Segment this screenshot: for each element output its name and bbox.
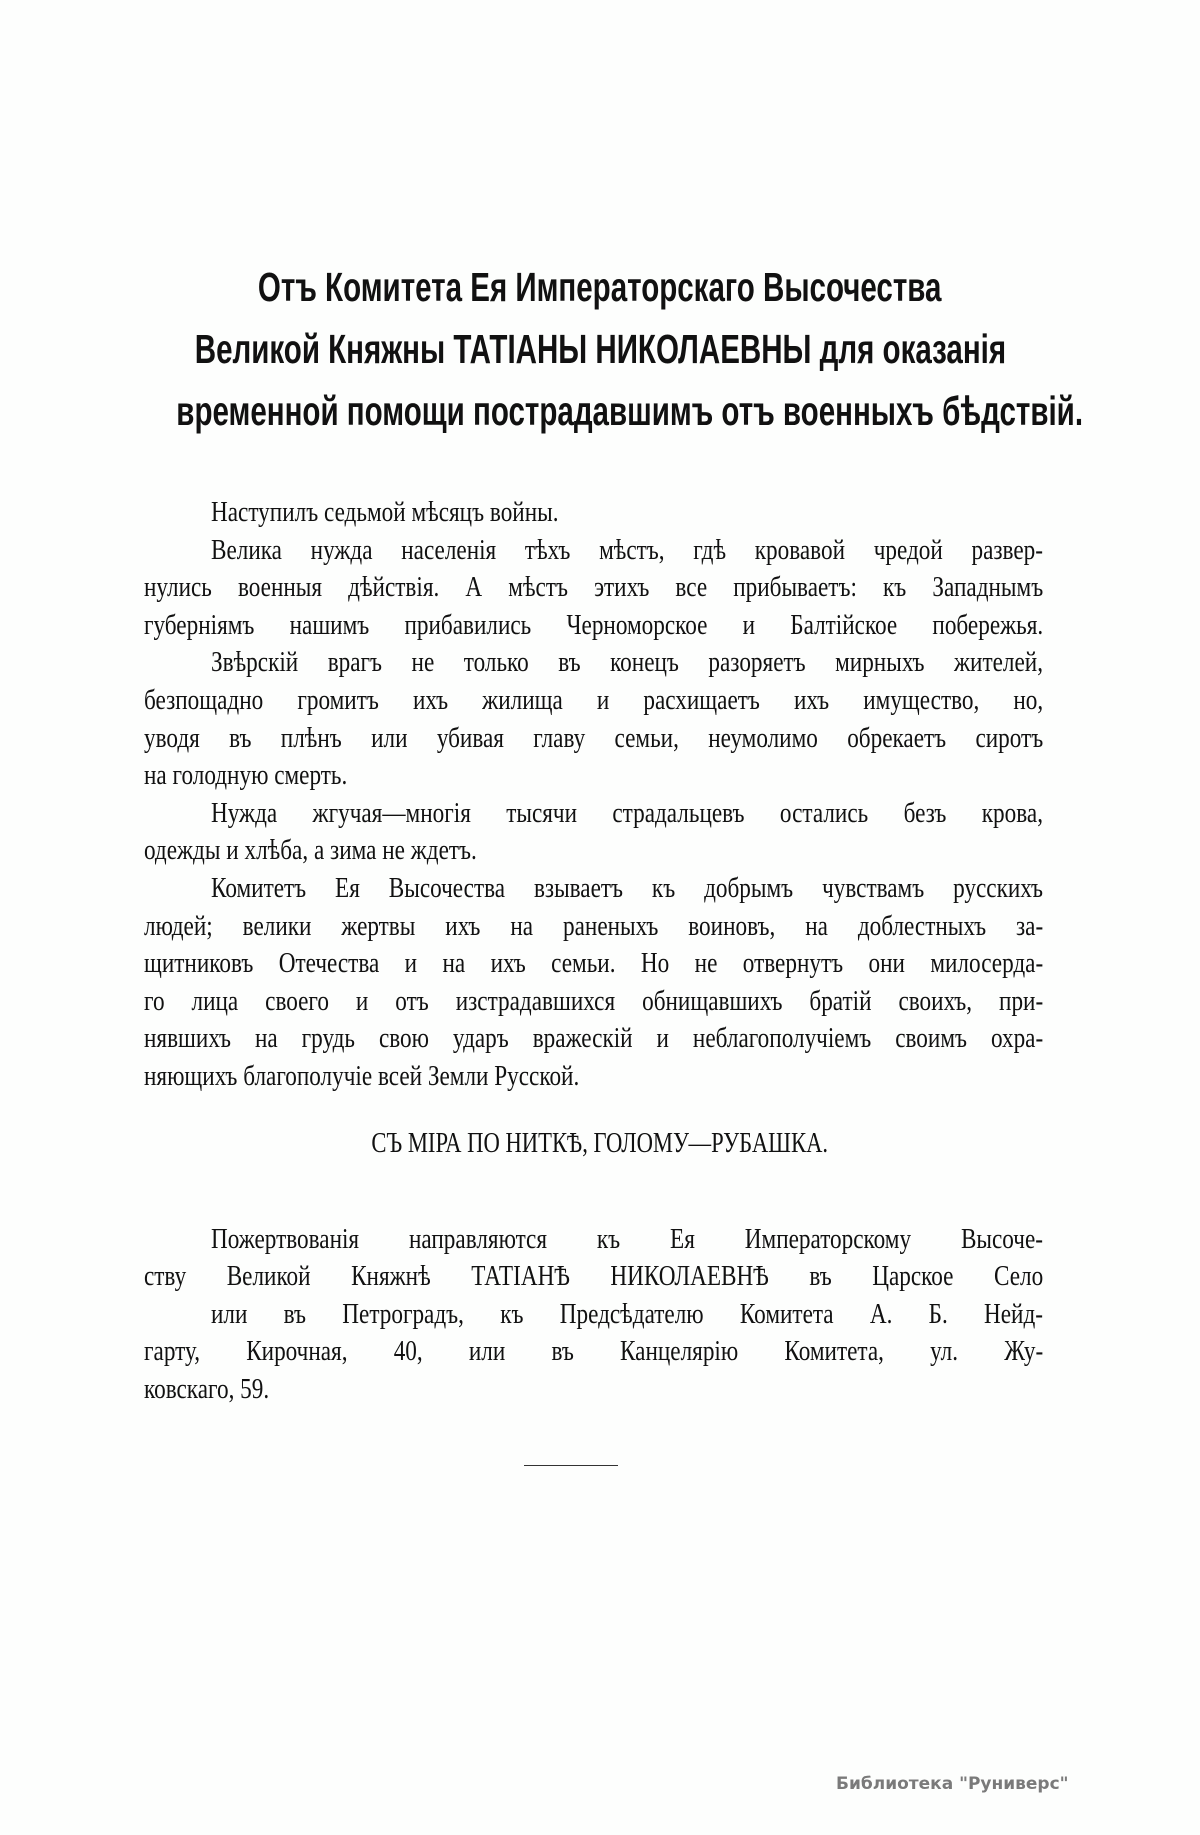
text-line: гарту, Кирочная, 40, или въ Канцелярію Комитета, ул. Жу- [144, 1335, 1044, 1368]
text-line: уводя въ плѣнъ или убивая главу семьи, неумолимо обрекаетъ сиротъ [144, 721, 1044, 754]
heading-text: Отъ Комитета Ея Императорскаго Высочества [258, 264, 942, 310]
divider-rule [524, 1465, 618, 1466]
text-line: Велика нужда населенія тѣхъ мѣстъ, гдѣ кровавой чредой развер- [211, 533, 1043, 566]
text-line: Комитетъ Ея Высочества взываетъ къ добрымъ чувствамъ русскихъ [211, 872, 1043, 904]
text-line: нявшихъ на грудь свою ударъ вражескій и неблагополучіемъ своимъ охра- [144, 1022, 1044, 1055]
text-line: одежды и хлѣба, а зима не ждетъ. [144, 834, 477, 867]
motto [0, 1125, 1200, 1161]
text-line: Нужда жгучая—многія тысячи страдальцевъ остались безъ крова, [211, 796, 1043, 829]
heading-line [0, 324, 1200, 374]
text-line: щитниковъ Отечества и на ихъ семьи. Но не отвернутъ они милосерда- [144, 947, 1044, 980]
text-line: Пожертвованія направляются къ Ея Императорскому Высоче- [211, 1223, 1043, 1255]
heading-text: Великой Княжны ТАТІАНЫ НИКОЛАЕВНЫ для оказанія [194, 326, 1006, 372]
text-line: губерніямъ нашимъ прибавились Черноморское и Балтійское побережья. [144, 608, 1044, 641]
text-line: ству Великой Княжнѣ ТАТІАНѢ НИКОЛАЕВНѢ въ Царское Село [144, 1260, 1044, 1293]
heading-text: временной помощи пострадавшимъ отъ военныхъ бѣдствій. [176, 388, 1084, 434]
text-line: на голодную смерть. [144, 759, 348, 792]
text-line: Наступилъ седьмой мѣсяцъ войны. [211, 496, 559, 528]
text-line: или въ Петроградъ, къ Предсѣдателю Комитета А. Б. Нейд- [211, 1297, 1043, 1330]
text-line: ковскаго, 59. [144, 1372, 270, 1405]
motto-text: СЪ МІРА ПО НИТКѢ, ГОЛОМУ—РУБАШКА. [371, 1127, 829, 1159]
text-line: людей; велики жертвы ихъ на раненыхъ воиновъ, на доблестныхъ за- [144, 909, 1044, 942]
heading-line [0, 262, 1200, 312]
text-line: Звѣрскій врагъ не только въ конецъ разоряетъ мирныхъ жителей, [211, 646, 1043, 679]
text-line: безпощадно громитъ ихъ жилища и расхищаетъ ихъ имущество, но, [144, 684, 1044, 716]
library-watermark: Библиотека "Руниверс" [836, 1774, 1069, 1794]
text-line: нулись военныя дѣйствія. А мѣстъ этихъ все прибываетъ: къ Западнымъ [144, 571, 1044, 604]
text-line: няющихъ благополучіе всей Земли Русской. [144, 1060, 580, 1092]
heading-line [0, 386, 1200, 436]
text-line: го лица своего и отъ изстрадавшихся обнищавшихъ братій своихъ, при- [144, 984, 1044, 1017]
